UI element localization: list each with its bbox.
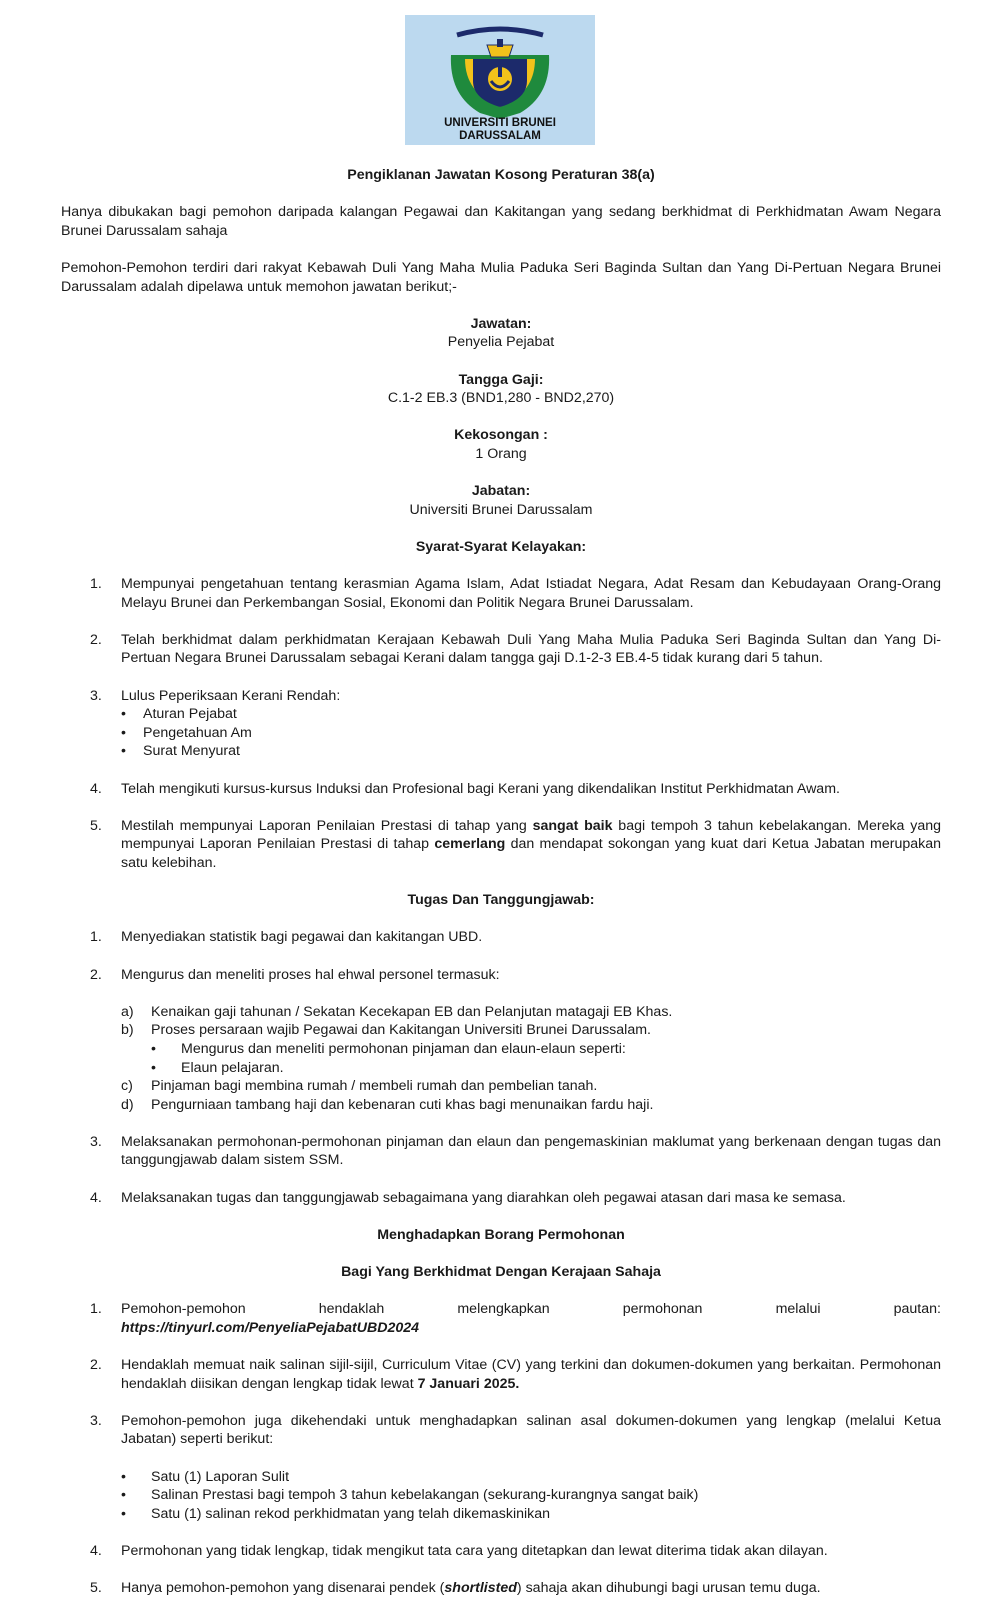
list-number: 3. [90,687,102,704]
page-title: Pengiklanan Jawatan Kosong Peraturan 38(a) [347,167,655,183]
jabatan-value: Universiti Brunei Darussalam [409,501,593,518]
list-text: Mengurus dan meneliti proses hal ehwal personel termasuk: [121,966,500,983]
kekosongan-value: 1 Orang [475,445,527,462]
list-number: 4. [90,1542,102,1559]
list-letter: c) [121,1078,133,1095]
gaji-value: C.1-2 EB.3 (BND1,280 - BND2,270) [387,390,615,407]
list-item [61,724,941,743]
bullet-icon: • [121,1505,126,1522]
bullet-icon: • [151,1059,156,1076]
syarat-item-2 [61,631,941,668]
bullet-icon: • [121,1487,126,1504]
list-number: 3. [90,1133,102,1150]
list-item [61,1486,941,1505]
borang-item-4 [61,1542,941,1561]
bullet-icon: • [121,743,126,760]
bullet-icon: • [151,1040,156,1057]
bullet-icon: • [121,706,126,723]
emphasis-text: cemerlang [434,836,506,853]
tugas-item-3 [61,1133,941,1170]
borang-item-5 [61,1579,941,1598]
list-number: 3. [90,1412,102,1429]
syarat-heading: Syarat-Syarat Kelayakan: [415,538,587,555]
list-text: Telah mengikuti kursus-kursus Induksi dan Profesional bagi Kerani yang dikendalikan Institut Perkhidmatan Awam. [121,780,840,797]
list-number: 2. [90,1357,102,1373]
list-text: Mestilah mempunyai Laporan Penilaian Prestasi di tahap yang [121,817,533,834]
list-text: Pemohon-pemohon juga dikehendaki untuk menghadapkan salinan asal dokumen-dokumen yang lengkap (melalui Ketua Jabatan) seperti berikut: [121,1412,941,1448]
list-text: Elaun pelajaran. [181,1059,284,1076]
list-text: Permohonan yang tidak lengkap, tidak mengikut tata cara yang ditetapkan dan lewat diterima tidak akan dilayan. [121,1542,828,1559]
list-text: Surat Menyurat [143,743,240,760]
list-text: Pengurniaan tambang haji dan kebenaran cuti khas bagi menunaikan fardu haji. [151,1096,654,1113]
word: pautan: [893,1301,941,1318]
list-item [61,1040,941,1059]
list-number: 1. [90,1301,102,1318]
list-text: Telah berkhidmat dalam perkhidmatan Kerajaan Kebawah Duli Yang Maha Mulia Paduka Seri Baginda Sultan dan Yang Di-Pertuan Negara Brunei Darussalam sebagai Kerani dalam tangga gaji D.1-2-3 EB.4-5 tidak kurang dari 5 tahun. [121,631,941,667]
list-number: 5. [90,1580,102,1597]
logo-line-2: DARUSSALAM [459,130,541,142]
list-text: Satu (1) salinan rekod perkhidmatan yang telah dikemaskinikan [151,1505,551,1522]
list-letter: b) [121,1022,134,1039]
document-body [61,166,941,1598]
list-item [61,705,941,724]
list-item [61,1505,941,1524]
word: permohonan [622,1301,703,1318]
list-item [61,742,941,761]
list-number: 2. [90,966,102,983]
bullet-icon: • [121,1468,126,1485]
list-text: ) sahaja akan dihubungi bagi urusan temu duga. [516,1580,821,1597]
list-text: Melaksanakan tugas dan tanggungjawab sebagaimana yang diarahkan oleh pegawai atasan dari masa ke semasa. [121,1189,846,1206]
list-item [61,1077,941,1096]
syarat-item-5 [61,817,941,873]
list-text: Aturan Pejabat [143,706,237,723]
borang-item-2 [61,1356,941,1393]
list-text: Pinjaman bagi membina rumah / membeli rumah dan pembelian tanah. [151,1078,598,1095]
list-item [61,1003,941,1022]
list-number: 2. [90,631,102,648]
list-text: Menyediakan statistik bagi pegawai dan kakitangan UBD. [121,929,483,946]
list-text: Proses persaraan wajib Pegawai dan Kakitangan Universiti Brunei Darussalam. [151,1022,651,1039]
emphasis-text: sangat baik [532,817,613,834]
intro-eligibility: Hanya dibukakan bagi pemohon daripada kalangan Pegawai dan Kakitangan yang sedang berkhidmat di Perkhidmatan Awam Negara Brunei Darussalam sahaja [61,204,941,239]
university-logo [405,15,595,145]
list-item [61,1468,941,1487]
list-item [61,1059,941,1078]
word: melalui [775,1301,821,1318]
word: melengkapkan [457,1301,550,1318]
list-number: 4. [90,780,102,797]
bullet-icon: • [121,724,126,741]
list-number: 4. [90,1189,102,1206]
word: Pemohon-pemohon [121,1301,246,1318]
jabatan-label: Jabatan: [471,483,531,500]
list-text: Hanya pemohon-pemohon yang disenarai pendek ( [121,1580,445,1597]
list-text: Salinan Prestasi bagi tempoh 3 tahun kebelakangan (sekurang-kurangnya sangat baik) [151,1487,699,1504]
list-number: 5. [90,817,102,834]
borang-item-1 [61,1300,941,1337]
syarat-item-4 [61,780,941,799]
gaji-label: Tangga Gaji: [458,371,544,388]
list-item [61,1096,941,1115]
list-text: dan mendapat sokongan yang kuat dari Ketua Jabatan merupakan satu kelebihan. [121,836,941,871]
list-text: Lulus Peperiksaan Kerani Rendah: [121,687,341,704]
list-item [61,1021,941,1040]
list-number: 1. [90,576,102,593]
application-link[interactable]: https://tinyurl.com/PenyeliaPejabatUBD2024 [121,1319,420,1336]
borang-item-3 [61,1412,941,1449]
list-text: Melaksanakan permohonan-permohonan pinjaman dan elaun dan pengemaskinian maklumat yang berkenaan dengan tugas dan tanggungjawab dalam sistem SSM. [121,1133,941,1169]
kekosongan-label: Kekosongan : [454,427,548,444]
list-text [121,1300,941,1319]
list-text: Mempunyai pengetahuan tentang kerasmian Agama Islam, Adat Istiadat Negara, Adat Resam dan Kebudayaan Orang-Orang Melayu Brunei dan Perkembangan Sosial, Ekonomi dan Politik Negara Brunei Darussalam. [121,576,941,611]
tugas-heading: Tugas Dan Tanggungjawab: [407,892,595,909]
tugas-item-4 [61,1189,941,1208]
word: hendaklah [318,1301,385,1318]
list-text: Mengurus dan meneliti permohonan pinjaman dan elaun-elaun seperti: [181,1040,626,1057]
jawatan-value: Penyelia Pejabat [447,334,555,351]
intro-invitation: Pemohon-Pemohon terdiri dari rakyat Kebawah Duli Yang Maha Mulia Paduka Seri Baginda Sultan dan Yang Di-Pertuan Negara Brunei Darussalam adalah dipelawa untuk memohon jawatan berikut;- [61,259,941,295]
syarat-item-1 [61,575,941,612]
deadline-date: 7 Januari 2025. [417,1375,520,1392]
syarat-item-3 [61,687,941,706]
jawatan-label: Jawatan: [470,315,532,332]
borang-subheading: Bagi Yang Berkhidmat Dengan Kerajaan Sahaja [341,1264,661,1281]
list-letter: a) [121,1003,134,1020]
list-text: Kenaikan gaji tahunan / Sekatan Kecekapan EB dan Pelanjutan matagaji EB Khas. [151,1003,673,1020]
list-letter: d) [121,1096,134,1113]
list-text: bagi tempoh 3 tahun kebelakangan. Mereka yang mempunyai Laporan Penilaian Prestasi di tahap [121,817,942,853]
logo-line-1: UNIVERSITI BRUNEI [444,117,556,129]
borang-heading: Menghadapkan Borang Permohonan [377,1226,625,1243]
list-text: Pengetahuan Am [143,724,252,741]
list-number: 1. [90,929,102,946]
list-text: Hendaklah memuat naik salinan sijil-sijil, Curriculum Vitae (CV) yang terkini dan dokumen-dokumen yang berkaitan. Permohonan hendaklah diisikan dengan lengkap tidak lewat [121,1357,941,1392]
emphasis-text: shortlisted [444,1580,517,1597]
tugas-item-2 [61,966,941,985]
tugas-item-1 [61,928,941,947]
list-text: Satu (1) Laporan Sulit [151,1468,290,1485]
